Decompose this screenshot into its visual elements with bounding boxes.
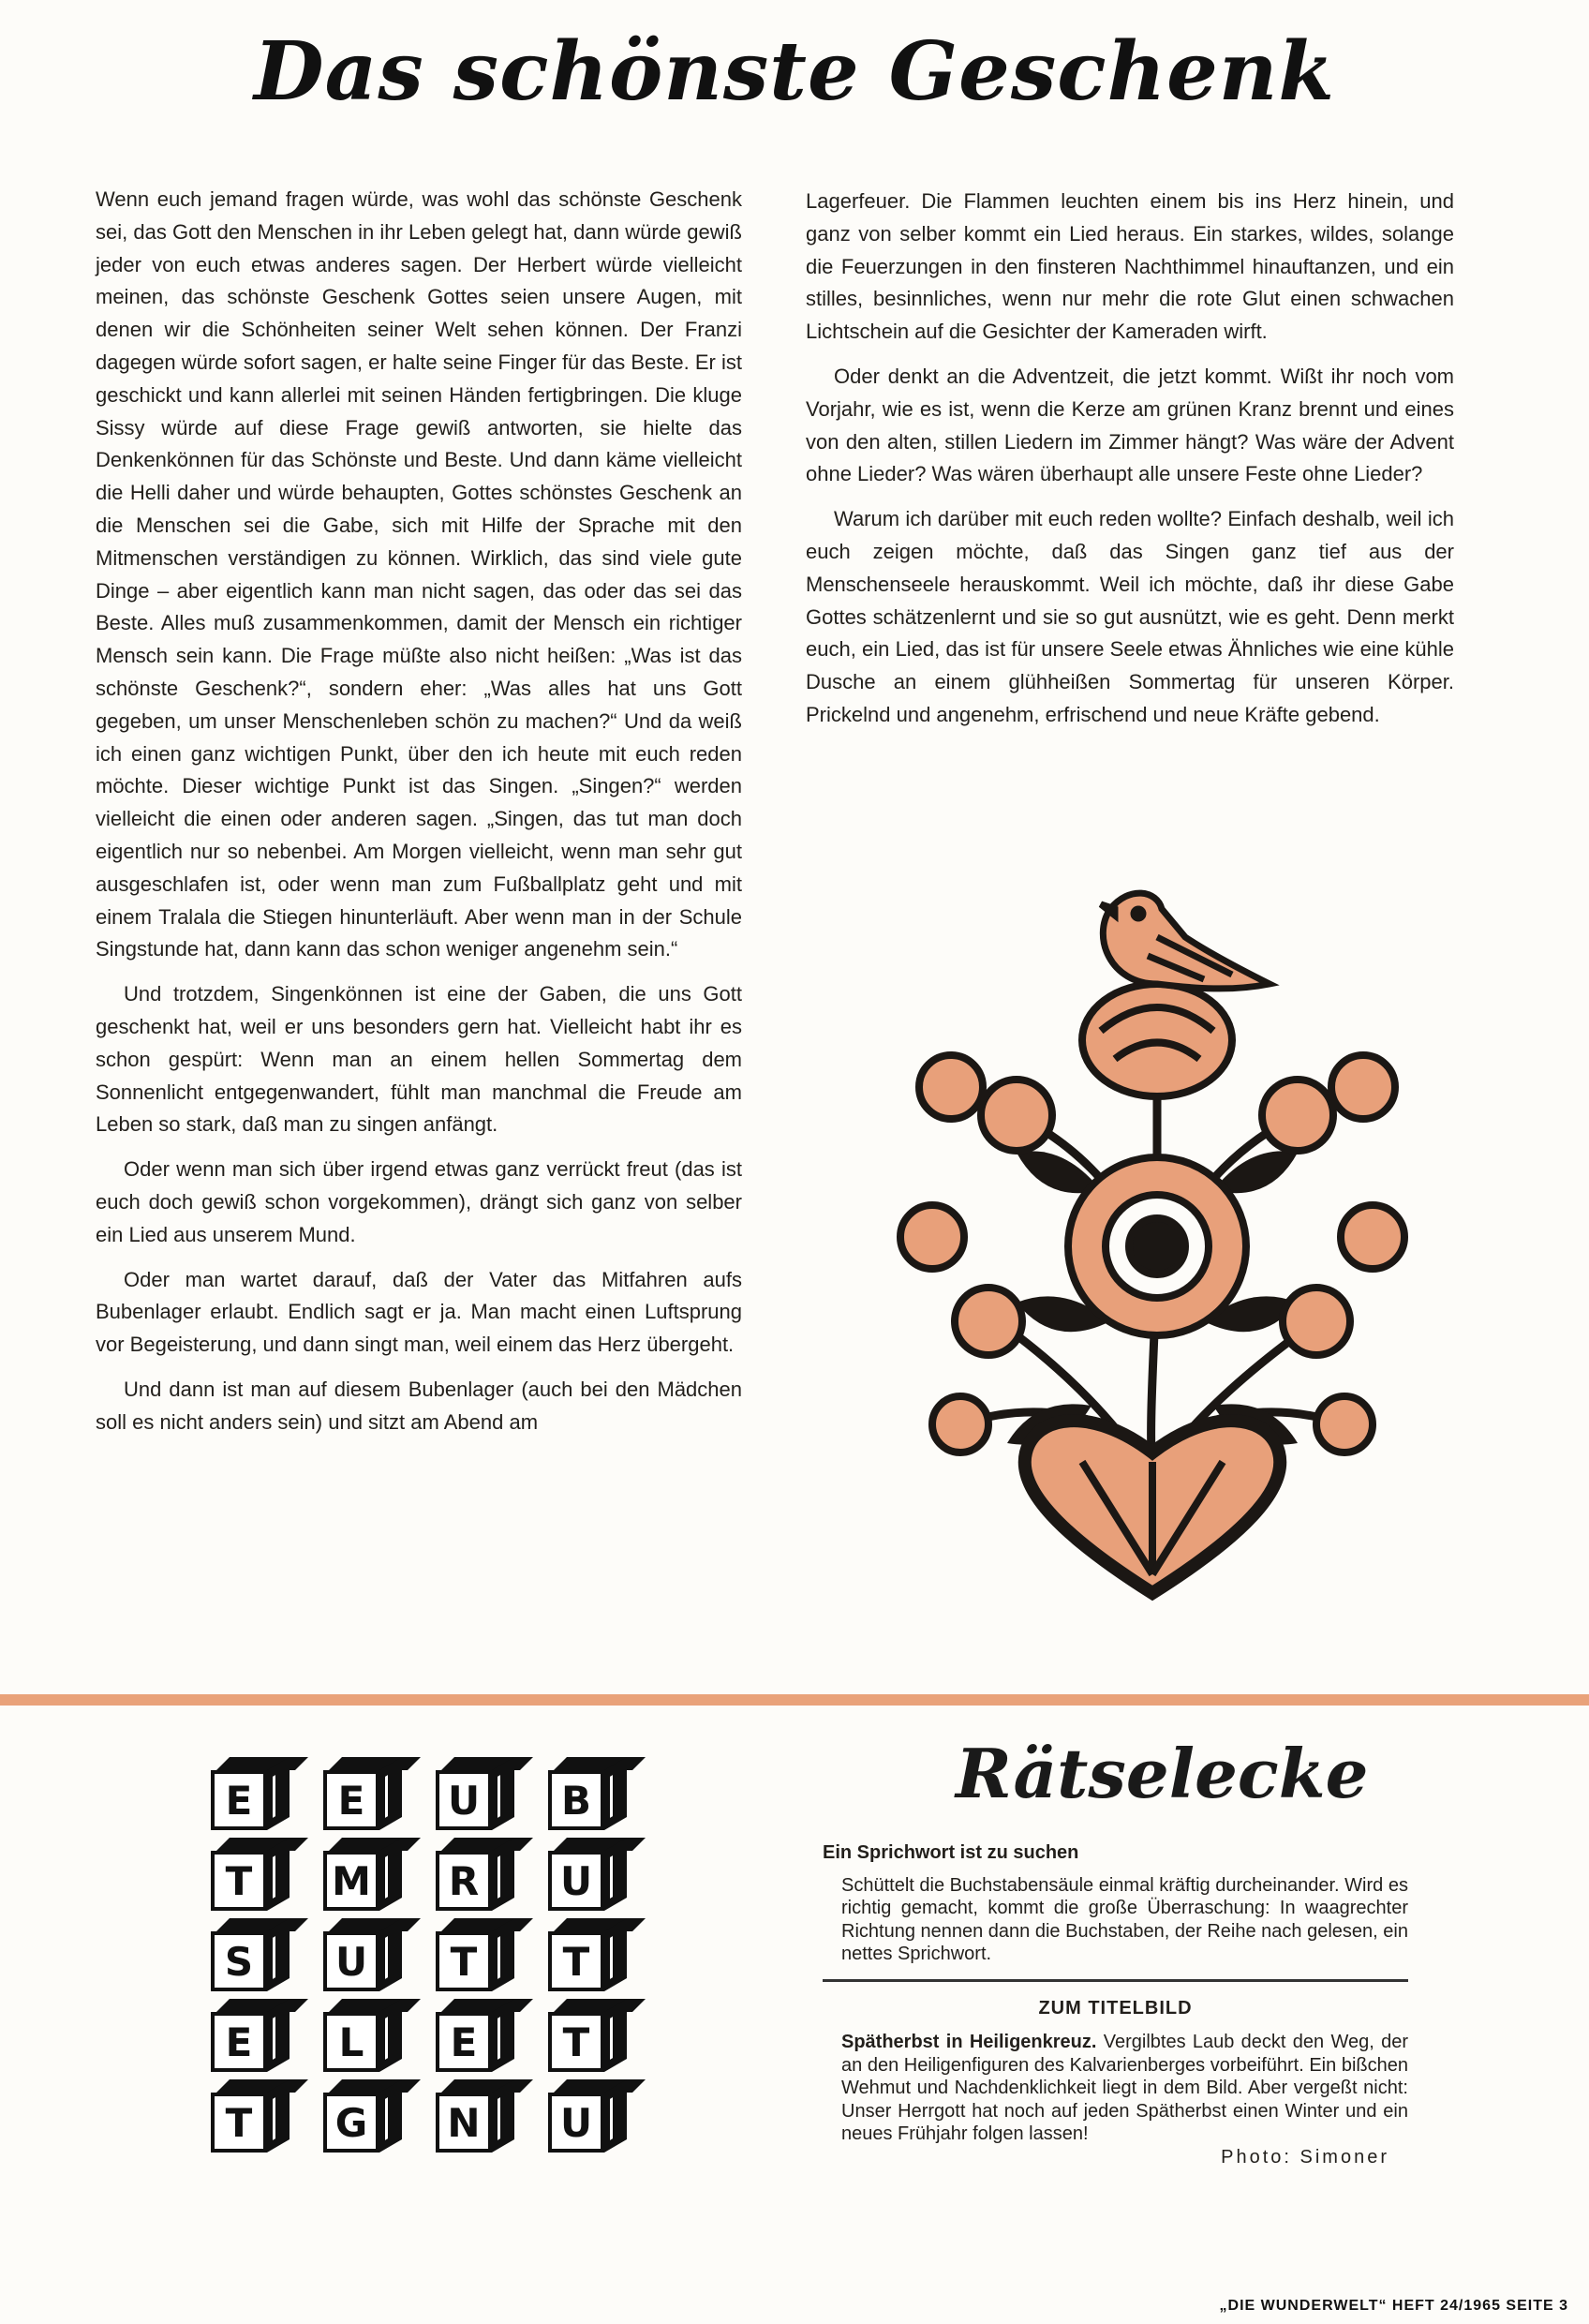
letter-block-face: N <box>436 2093 492 2153</box>
letter-block-face: T <box>548 1931 604 1991</box>
letter-block <box>548 1918 651 1999</box>
letter-block <box>211 1918 314 1999</box>
paragraph: Lagerfeuer. Die Flammen leuchten einem bis ins Herz hinein, und ganz von selber kommt ein Lied heraus. Ein starkes, wildes, solange die Feuerzungen in den finsteren Nachthimmel hinauftanzen, und ein stilles, besinnliches, wenn nur mehr die rote Glut einen schwachen Lichtschein auf die Gesichter der Kameraden wirft. <box>806 189 1454 344</box>
titelbild-text <box>841 2031 1408 2146</box>
letter-block <box>323 1918 426 1999</box>
titelbild-heading: ZUM TITELBILD <box>1038 1997 1193 2019</box>
letter-block-face: U <box>548 2093 604 2153</box>
letter-block-face: U <box>323 1931 379 1991</box>
letter-block-face: T <box>548 2012 604 2072</box>
paragraph: Warum ich darüber mit euch reden wollte? Einfach deshalb, weil ich euch zeigen möchte, daß das Singen ganz tief aus der Menschenseele herauskommt. Weil ich möchte, daß ihr diese Gabe Gottes schätzenlernt und sie so gut ausnützt, wie es geht. Denn merkt euch, ein Lied, das ist für unsere Seele etwas Ähnliches wie eine kühle Dusche an einem glühheißen Sommertag für unseren Körper. Prickelnd und angenehm, erfrischend und neue Kräfte gebend. <box>806 507 1454 726</box>
accent-divider <box>0 1694 1589 1706</box>
letter-block-face: S <box>211 1931 267 1991</box>
letter-block <box>211 1999 314 2079</box>
letter-block-face: E <box>436 2012 492 2072</box>
letter-block-face: U <box>436 1770 492 1830</box>
letter-block-face: E <box>211 1770 267 1830</box>
letter-column <box>548 1757 651 2160</box>
letter-block <box>211 1757 314 1838</box>
paragraph: Und trotzdem, Singenkönnen ist eine der Gaben, die uns Gott geschenkt hat, weil er uns besonders gern hat. Vielleicht habt ihr es schon gespürt: Wenn man an einem hellen Sommertag dem Sonnenlicht entgegenwandert, fühlt man manchmal die Freude am Leben so stark, daß man zu singen anfängt. <box>96 982 742 1137</box>
paragraph: Oder denkt an die Adventzeit, die jetzt kommt. Wißt ihr noch vom Vorjahr, wie es ist, wenn die Kerze am grünen Kranz brennt und eines von den alten, stillen Liedern im Zimmer hängt? Was wäre der Advent ohne Lieder? Was wären überhaupt alle unsere Feste ohne Lieder? <box>806 364 1454 486</box>
paragraph: Und dann ist man auf diesem Bubenlager (auch bei den Mädchen soll es nicht anders sein) und sitzt am Abend am <box>96 1377 742 1434</box>
letter-block <box>323 1999 426 2079</box>
photo-credit: Photo: Simoner <box>1221 2146 1389 2168</box>
titelbild-body: Vergilbtes Laub deckt den Weg, der an den Heiligenfiguren des Kalvarienberges vorbeiführt. Ein bißchen Wehmut und Nachdenklichkeit liegt in dem Bild. Aber vergeßt nicht: Unser Herrgott hat noch auf jeden Spätherbst einen Winter und ein neues Frühjahr folgen lassen! <box>841 2032 1408 2144</box>
letter-block <box>548 1757 651 1838</box>
letter-block-face: T <box>211 1851 267 1911</box>
letter-block-face: B <box>548 1770 604 1830</box>
letter-block-face: R <box>436 1851 492 1911</box>
article-title: Das schönste Geschenk <box>254 24 1335 119</box>
letter-block-face: T <box>211 2093 267 2153</box>
letter-block-face: U <box>548 1851 604 1911</box>
letter-block <box>548 2079 651 2160</box>
letter-block-face: E <box>323 1770 379 1830</box>
letter-block-face: E <box>211 2012 267 2072</box>
raetselecke-title: Rätselecke <box>956 1734 1369 1813</box>
bird-flower-heart-illustration <box>876 881 1429 1612</box>
letter-column <box>323 1757 426 2160</box>
puzzle-heading: Ein Sprichwort ist zu suchen <box>823 1842 1079 1863</box>
letter-block <box>436 1838 539 1918</box>
raetselecke-box <box>823 1841 1408 2168</box>
puzzle-text: Schüttelt die Buchstabensäule einmal kräftig durcheinander. Wird es richtig gemacht, kommt die große Überraschung: In waagrechter Richtung nennen dann die Buchstaben, der Reihe nach gelesen, ein nettes Sprichwort. <box>841 1874 1408 1964</box>
letter-block-face: L <box>323 2012 379 2072</box>
letter-block <box>323 1757 426 1838</box>
article-column-right <box>806 186 1454 744</box>
letter-block <box>323 1838 426 1918</box>
letter-block <box>323 2079 426 2160</box>
letter-block <box>211 2079 314 2160</box>
photo-credit-row <box>841 2146 1408 2169</box>
letter-block <box>548 1999 651 2079</box>
paragraph: Oder wenn man sich über irgend etwas ganz verrückt freut (das ist euch doch gewiß schon vorgekommen), drängt sich ganz von selber ein Lied aus unserem Mund. <box>96 1157 742 1246</box>
letter-block <box>436 2079 539 2160</box>
titelbild-lead: Spätherbst in Heiligenkreuz. <box>841 2032 1097 2052</box>
letter-block-face: T <box>436 1931 492 1991</box>
letter-column <box>436 1757 539 2160</box>
letter-block-face: M <box>323 1851 379 1911</box>
letter-block <box>211 1838 314 1918</box>
page-footer: „DIE WUNDERWELT“ HEFT 24/1965 SEITE 3 <box>1219 2298 1568 2314</box>
letter-block <box>436 1918 539 1999</box>
letter-block <box>436 1999 539 2079</box>
letter-column <box>211 1757 314 2160</box>
paragraph: Wenn euch jemand fragen würde, was wohl das schönste Geschenk sei, das Gott den Menschen in ihr Leben gelegt hat, dann würde gewiß jeder von euch etwas anderes sagen. Der Herbert würde vielleicht meinen, das schönste Geschenk Gottes seien unsere Augen, mit denen wir die Schönheiten seiner Welt sehen können. Der Franzi dagegen würde sofort sagen, er halte seine Finger für das Beste. Er ist geschickt und kann allerlei mit seinen Händen fertigbringen. Die kluge Sissy würde auf diese Frage gewiß antworten, sie hielte das Denkenkönnen für das Schönste und Beste. Und dann käme vielleicht die Helli daher und würde behaupten, Gottes schönstes Geschenk an die Menschen sei die Gabe, sich mit Hilfe der Sprache mit den Mitmenschen verständigen zu können. Wirklich, das sind viele gute Dinge – aber eigentlich kann man nicht sagen, das oder das sei das Beste. Alles muß zusammenkommen, damit der Mensch ein richtiger Mensch sein kann. Die Frage müßte also nicht heißen: „Was ist das schönste Geschenk?“, sondern eher: „Was alles hat uns Gott gegeben, um unser Menschenleben schön zu machen?“ Und da weiß ich einen ganz wichtigen Punkt, über den ich heute mit euch reden möchte. Dieser wichtige Punkt ist das Singen. „Singen?“ werden vielleicht die einen oder anderen sagen. „Singen, das tut man doch eigentlich nur so nebenbei. Am Morgen vielleicht, wenn man sehr gut ausgeschlafen ist, oder wenn man zum Fußballplatz geht und mit einem Tralala die Stiegen hinunterläuft. Aber wenn man in der Schule Singstunde hat, dann kann das schon weniger angenehm sein.“ <box>96 187 742 961</box>
article-column-left <box>96 184 742 1451</box>
divider <box>823 1979 1408 1982</box>
letter-block-face: G <box>323 2093 379 2153</box>
letter-block <box>436 1757 539 1838</box>
letter-block <box>548 1838 651 1918</box>
paragraph: Oder man wartet darauf, daß der Vater das Mitfahren aufs Bubenlager erlaubt. Endlich sagt er ja. Man macht einen Luftsprung vor Begeisterung, und dann singt man, weil einem das Herz übergeht. <box>96 1267 742 1357</box>
letter-block-columns <box>211 1757 651 2169</box>
